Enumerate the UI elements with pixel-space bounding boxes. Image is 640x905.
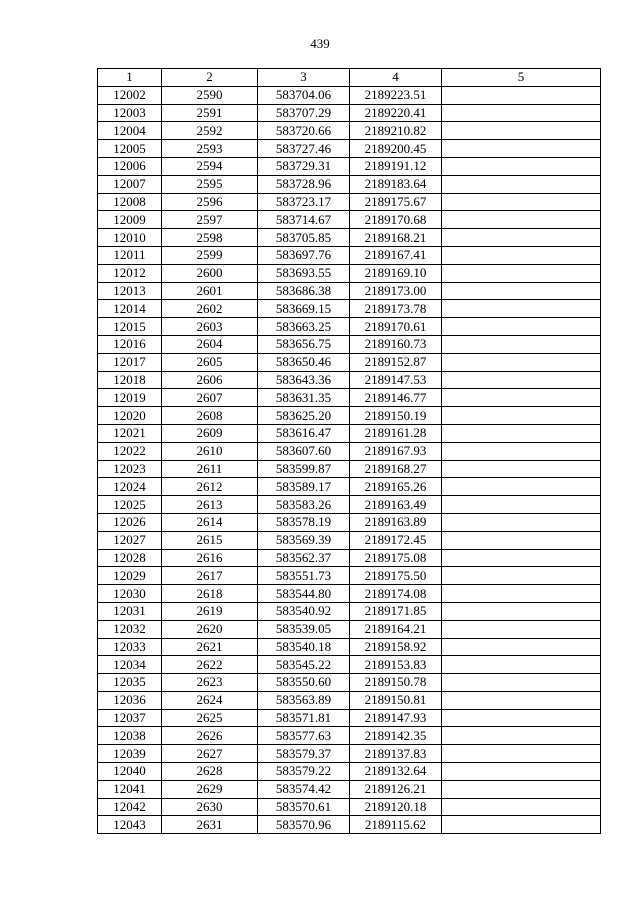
note-cell [442,122,601,140]
note-cell [442,709,601,727]
point-number-cell: 12014 [98,300,162,318]
point-number-cell: 12020 [98,407,162,425]
coordinate-y-cell: 2189170.61 [350,318,442,336]
point-number-cell: 12007 [98,175,162,193]
coordinate-y-cell: 2189152.87 [350,353,442,371]
point-number-cell: 12003 [98,104,162,122]
coordinate-x-cell: 583714.67 [258,211,350,229]
coordinate-x-cell: 583563.89 [258,691,350,709]
vertex-number-cell: 2599 [162,246,258,264]
point-number-cell: 12034 [98,656,162,674]
point-number-cell: 12027 [98,531,162,549]
coordinate-x-cell: 583579.37 [258,745,350,763]
coordinate-x-cell: 583579.22 [258,763,350,781]
point-number-cell: 12029 [98,567,162,585]
note-cell [442,727,601,745]
coordinate-y-cell: 2189146.77 [350,389,442,407]
note-cell [442,691,601,709]
note-cell [442,763,601,781]
coordinate-x-cell: 583728.96 [258,175,350,193]
vertex-number-cell: 2613 [162,496,258,514]
header-col-4: 4 [350,69,442,87]
coordinate-x-cell: 583578.19 [258,513,350,531]
coordinate-y-cell: 2189126.21 [350,780,442,798]
table-row [98,300,601,318]
table-row [98,86,601,104]
table-row [98,122,601,140]
point-number-cell: 12041 [98,780,162,798]
point-number-cell: 12011 [98,246,162,264]
vertex-number-cell: 2622 [162,656,258,674]
coordinate-y-cell: 2189220.41 [350,104,442,122]
table-row [98,175,601,193]
coordinate-x-cell: 583583.26 [258,496,350,514]
vertex-number-cell: 2631 [162,816,258,834]
coordinate-x-cell: 583727.46 [258,140,350,158]
coordinate-x-cell: 583663.25 [258,318,350,336]
note-cell [442,638,601,656]
note-cell [442,460,601,478]
table-row [98,691,601,709]
coordinate-y-cell: 2189132.64 [350,763,442,781]
table-row [98,620,601,638]
coordinate-x-cell: 583693.55 [258,264,350,282]
table-row [98,424,601,442]
coordinate-x-cell: 583544.80 [258,585,350,603]
coordinate-y-cell: 2189150.78 [350,674,442,692]
note-cell [442,816,601,834]
note-cell [442,282,601,300]
vertex-number-cell: 2624 [162,691,258,709]
vertex-number-cell: 2617 [162,567,258,585]
point-number-cell: 12040 [98,763,162,781]
vertex-number-cell: 2601 [162,282,258,300]
table-row [98,353,601,371]
note-cell [442,602,601,620]
point-number-cell: 12015 [98,318,162,336]
page-number: 439 [310,36,330,51]
vertex-number-cell: 2606 [162,371,258,389]
coordinate-x-cell: 583545.22 [258,656,350,674]
point-number-cell: 12026 [98,513,162,531]
table-row [98,211,601,229]
note-cell [442,478,601,496]
note-cell [442,211,601,229]
note-cell [442,513,601,531]
point-number-cell: 12024 [98,478,162,496]
coordinate-x-cell: 583589.17 [258,478,350,496]
table-row [98,264,601,282]
point-number-cell: 12030 [98,585,162,603]
coordinate-x-cell: 583574.42 [258,780,350,798]
vertex-number-cell: 2609 [162,424,258,442]
vertex-number-cell: 2612 [162,478,258,496]
vertex-number-cell: 2628 [162,763,258,781]
note-cell [442,104,601,122]
header-col-3: 3 [258,69,350,87]
table-row [98,157,601,175]
coordinate-x-cell: 583656.75 [258,335,350,353]
table-row [98,674,601,692]
table-row [98,549,601,567]
coordinate-y-cell: 2189147.93 [350,709,442,727]
header-col-5: 5 [442,69,601,87]
coordinate-y-cell: 2189175.08 [350,549,442,567]
coordinate-y-cell: 2189167.41 [350,246,442,264]
note-cell [442,656,601,674]
point-number-cell: 12043 [98,816,162,834]
vertex-number-cell: 2600 [162,264,258,282]
vertex-number-cell: 2619 [162,602,258,620]
note-cell [442,246,601,264]
coordinate-x-cell: 583729.31 [258,157,350,175]
vertex-number-cell: 2604 [162,335,258,353]
vertex-number-cell: 2630 [162,798,258,816]
note-cell [442,567,601,585]
coordinate-x-cell: 583539.05 [258,620,350,638]
note-cell [442,531,601,549]
note-cell [442,264,601,282]
table-row [98,229,601,247]
point-number-cell: 12035 [98,674,162,692]
coordinate-y-cell: 2189173.00 [350,282,442,300]
coordinate-x-cell: 583707.29 [258,104,350,122]
coordinate-x-cell: 583562.37 [258,549,350,567]
table-row [98,780,601,798]
note-cell [442,442,601,460]
note-cell [442,798,601,816]
table-row [98,638,601,656]
table-row [98,193,601,211]
table-row [98,602,601,620]
table-row [98,727,601,745]
table-row [98,585,601,603]
vertex-number-cell: 2608 [162,407,258,425]
header-row [98,69,601,87]
vertex-number-cell: 2614 [162,513,258,531]
coordinate-x-cell: 583551.73 [258,567,350,585]
point-number-cell: 12019 [98,389,162,407]
header-col-2: 2 [162,69,258,87]
note-cell [442,300,601,318]
coordinate-x-cell: 583625.20 [258,407,350,425]
table-row [98,460,601,478]
point-number-cell: 12008 [98,193,162,211]
point-number-cell: 12021 [98,424,162,442]
vertex-number-cell: 2620 [162,620,258,638]
point-number-cell: 12013 [98,282,162,300]
note-cell [442,193,601,211]
table-row [98,567,601,585]
coordinate-y-cell: 2189175.67 [350,193,442,211]
table-row [98,389,601,407]
coordinate-y-cell: 2189223.51 [350,86,442,104]
vertex-number-cell: 2593 [162,140,258,158]
coordinate-x-cell: 583540.18 [258,638,350,656]
vertex-number-cell: 2590 [162,86,258,104]
vertex-number-cell: 2616 [162,549,258,567]
table-row [98,531,601,549]
note-cell [442,353,601,371]
vertex-number-cell: 2598 [162,229,258,247]
coordinate-y-cell: 2189160.73 [350,335,442,353]
note-cell [442,674,601,692]
coordinate-x-cell: 583723.17 [258,193,350,211]
table-row [98,246,601,264]
point-number-cell: 12017 [98,353,162,371]
coordinate-x-cell: 583686.38 [258,282,350,300]
point-number-cell: 12012 [98,264,162,282]
point-number-cell: 12039 [98,745,162,763]
coordinate-x-cell: 583669.15 [258,300,350,318]
coordinate-y-cell: 2189147.53 [350,371,442,389]
coordinate-y-cell: 2189168.21 [350,229,442,247]
point-number-cell: 12036 [98,691,162,709]
note-cell [442,318,601,336]
table-row [98,816,601,834]
table-row [98,745,601,763]
table-row [98,407,601,425]
coordinate-y-cell: 2189163.89 [350,513,442,531]
coordinate-x-cell: 583697.76 [258,246,350,264]
table-row [98,371,601,389]
note-cell [442,140,601,158]
coordinate-x-cell: 583550.60 [258,674,350,692]
vertex-number-cell: 2603 [162,318,258,336]
vertex-number-cell: 2627 [162,745,258,763]
vertex-number-cell: 2611 [162,460,258,478]
coordinate-x-cell: 583631.35 [258,389,350,407]
table-body [98,86,601,833]
table-row [98,335,601,353]
vertex-number-cell: 2618 [162,585,258,603]
note-cell [442,407,601,425]
table-header [98,69,601,87]
note-cell [442,175,601,193]
note-cell [442,745,601,763]
table-row [98,709,601,727]
table-row [98,104,601,122]
table-row [98,140,601,158]
point-number-cell: 12006 [98,157,162,175]
vertex-number-cell: 2607 [162,389,258,407]
table-row [98,763,601,781]
point-number-cell: 12009 [98,211,162,229]
table-row [98,656,601,674]
vertex-number-cell: 2594 [162,157,258,175]
coordinate-y-cell: 2189173.78 [350,300,442,318]
point-number-cell: 12033 [98,638,162,656]
note-cell [442,86,601,104]
coordinates-table [97,68,601,834]
coordinate-x-cell: 583571.81 [258,709,350,727]
coordinate-y-cell: 2189210.82 [350,122,442,140]
point-number-cell: 12025 [98,496,162,514]
coordinate-y-cell: 2189191.12 [350,157,442,175]
point-number-cell: 12032 [98,620,162,638]
table-row [98,478,601,496]
coordinate-x-cell: 583569.39 [258,531,350,549]
coordinate-y-cell: 2189115.62 [350,816,442,834]
table-row [98,496,601,514]
coordinate-y-cell: 2189167.93 [350,442,442,460]
point-number-cell: 12038 [98,727,162,745]
vertex-number-cell: 2595 [162,175,258,193]
coordinate-y-cell: 2189172.45 [350,531,442,549]
coordinate-y-cell: 2189175.50 [350,567,442,585]
note-cell [442,335,601,353]
coordinate-y-cell: 2189171.85 [350,602,442,620]
coordinate-y-cell: 2189170.68 [350,211,442,229]
coordinate-x-cell: 583570.61 [258,798,350,816]
coordinate-y-cell: 2189150.81 [350,691,442,709]
coordinate-y-cell: 2189174.08 [350,585,442,603]
vertex-number-cell: 2621 [162,638,258,656]
note-cell [442,549,601,567]
table-row [98,282,601,300]
coordinate-y-cell: 2189137.83 [350,745,442,763]
point-number-cell: 12005 [98,140,162,158]
point-number-cell: 12018 [98,371,162,389]
coordinate-y-cell: 2189164.21 [350,620,442,638]
table-row [98,798,601,816]
coordinate-y-cell: 2189120.18 [350,798,442,816]
coordinate-y-cell: 2189158.92 [350,638,442,656]
coordinate-y-cell: 2189163.49 [350,496,442,514]
table-row [98,442,601,460]
vertex-number-cell: 2615 [162,531,258,549]
vertex-number-cell: 2602 [162,300,258,318]
header-col-1: 1 [98,69,162,87]
coordinate-y-cell: 2189183.64 [350,175,442,193]
table-row [98,318,601,336]
coordinate-x-cell: 583705.85 [258,229,350,247]
coordinate-y-cell: 2189200.45 [350,140,442,158]
point-number-cell: 12028 [98,549,162,567]
note-cell [442,389,601,407]
coordinate-x-cell: 583577.63 [258,727,350,745]
vertex-number-cell: 2629 [162,780,258,798]
note-cell [442,780,601,798]
point-number-cell: 12002 [98,86,162,104]
table-row [98,513,601,531]
point-number-cell: 12023 [98,460,162,478]
vertex-number-cell: 2597 [162,211,258,229]
coordinate-y-cell: 2189169.10 [350,264,442,282]
note-cell [442,424,601,442]
coordinate-x-cell: 583704.06 [258,86,350,104]
coordinate-y-cell: 2189161.28 [350,424,442,442]
coordinate-x-cell: 583570.96 [258,816,350,834]
point-number-cell: 12016 [98,335,162,353]
point-number-cell: 12031 [98,602,162,620]
coordinate-x-cell: 583540.92 [258,602,350,620]
point-number-cell: 12037 [98,709,162,727]
note-cell [442,585,601,603]
coordinate-x-cell: 583607.60 [258,442,350,460]
coordinate-x-cell: 583720.66 [258,122,350,140]
note-cell [442,229,601,247]
point-number-cell: 12004 [98,122,162,140]
point-number-cell: 12022 [98,442,162,460]
coordinate-y-cell: 2189150.19 [350,407,442,425]
vertex-number-cell: 2592 [162,122,258,140]
coordinate-x-cell: 583643.36 [258,371,350,389]
note-cell [442,496,601,514]
point-number-cell: 12042 [98,798,162,816]
vertex-number-cell: 2626 [162,727,258,745]
note-cell [442,620,601,638]
coordinate-x-cell: 583616.47 [258,424,350,442]
vertex-number-cell: 2610 [162,442,258,460]
coordinate-y-cell: 2189165.26 [350,478,442,496]
vertex-number-cell: 2625 [162,709,258,727]
point-number-cell: 12010 [98,229,162,247]
coordinate-y-cell: 2189142.35 [350,727,442,745]
coordinate-x-cell: 583650.46 [258,353,350,371]
vertex-number-cell: 2623 [162,674,258,692]
vertex-number-cell: 2591 [162,104,258,122]
coordinate-y-cell: 2189153.83 [350,656,442,674]
note-cell [442,157,601,175]
vertex-number-cell: 2596 [162,193,258,211]
vertex-number-cell: 2605 [162,353,258,371]
coordinate-x-cell: 583599.87 [258,460,350,478]
coordinate-y-cell: 2189168.27 [350,460,442,478]
note-cell [442,371,601,389]
